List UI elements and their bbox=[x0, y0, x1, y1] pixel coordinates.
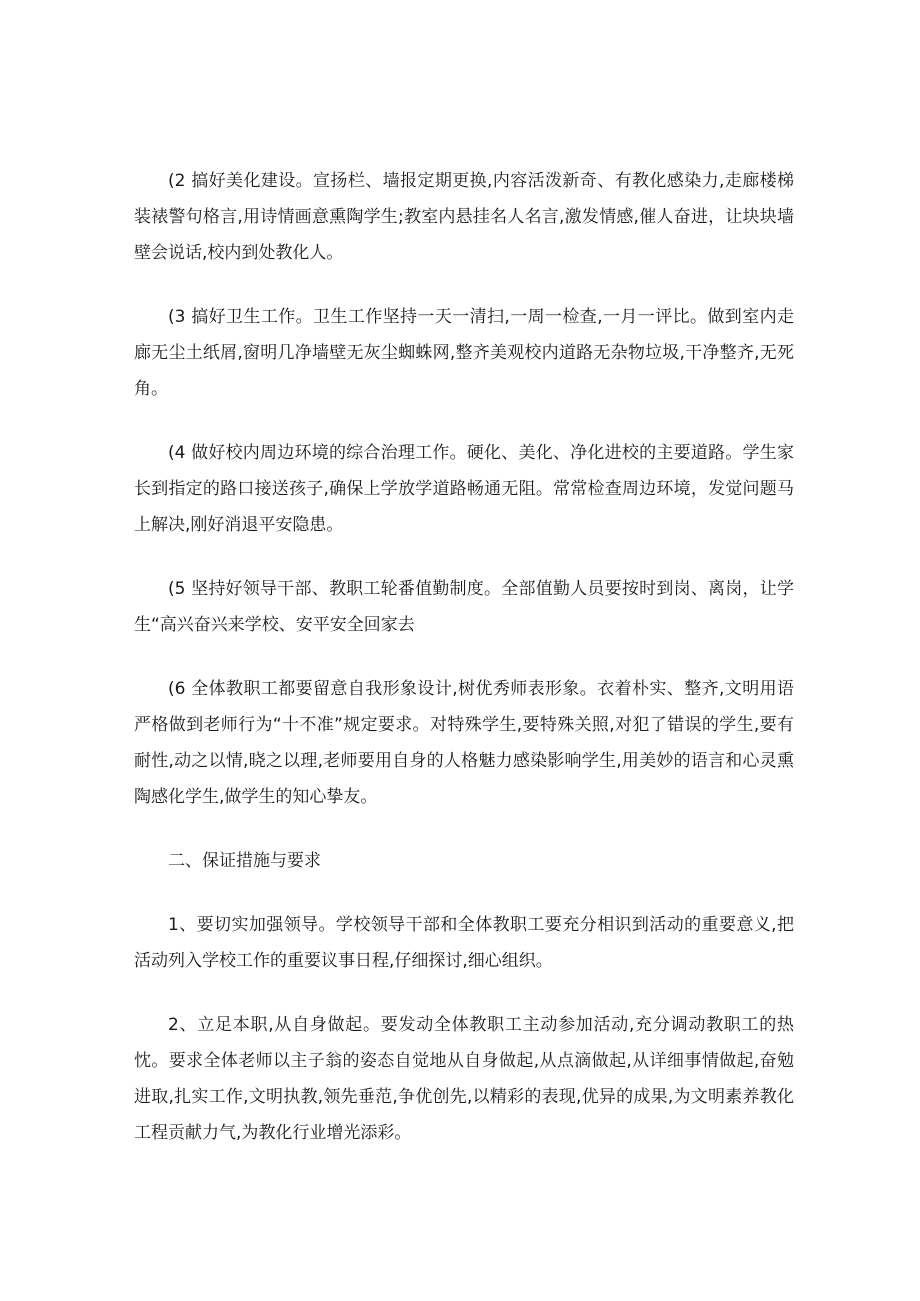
measure-leadership: 1、要切实加强领导。学校领导干部和全体教职工要充分相识到活动的重要意义,把活动列入学校工作的重要议事日程,仔细探讨,细心组织。 bbox=[134, 915, 794, 971]
paragraph-teacher-image: (6 全体教职工都要留意自我形象设计,树优秀师表形象。衣着朴实、整齐,文明用语严格做到老师行为“十不准”规定要求。对特殊学生,要特殊关照,对犯了错误的学生,要有耐性,动之以情,晓之以理,老师要用自身的人格魅力感染影响学生,用美妙的语言和心灵熏陶感化学生,做学生的知心挚友。 bbox=[134, 679, 794, 807]
section-heading: 二、保证措施与要求 bbox=[168, 851, 321, 871]
paragraph-hygiene: (3 搞好卫生工作。卫生工作坚持一天一清扫,一周一检查,一月一评比。做到室内走廊无尘土纸屑,窗明几净墙壁无灰尘蜘蛛网,整齐美观校内道路无杂物垃圾,干净整齐,无死角。 bbox=[134, 307, 794, 399]
paragraph-beautification: (2 搞好美化建设。宣扬栏、墙报定期更换,内容活泼新奇、有教化感染力,走廊楼梯装裱警句格言,用诗情画意熏陶学生;教室内悬挂名人名言,激发情感,催人奋进，让块块墙壁会说话,校内到处教化人。 bbox=[134, 171, 794, 263]
measure-start-from-self: 2、立足本职,从自身做起。要发动全体教职工主动参加活动,充分调动教职工的热忱。要求全体老师以主子翁的姿态自觉地从自身做起,从点滴做起,从详细事情做起,奋勉进取,扎实工作,文明执教,领先垂范,争优创先,以精彩的表现,优异的成果,为文明素养教化工程贡献力气,为教化行业增光添彩。 bbox=[134, 1015, 794, 1143]
document-body bbox=[134, 163, 794, 1179]
paragraph-surroundings: (4 做好校内周边环境的综合治理工作。硬化、美化、净化进校的主要道路。学生家长到指定的路口接送孩子,确保上学放学道路畅通无阻。常常检查周边环境，发觉问题马上解决,刚好消退平安隐患。 bbox=[134, 443, 794, 535]
paragraph-duty-system: (5 坚持好领导干部、教职工轮番值勤制度。全部值勤人员要按时到岗、离岗，让学生“高兴奋兴来学校、安平安全回家去 bbox=[134, 579, 794, 635]
